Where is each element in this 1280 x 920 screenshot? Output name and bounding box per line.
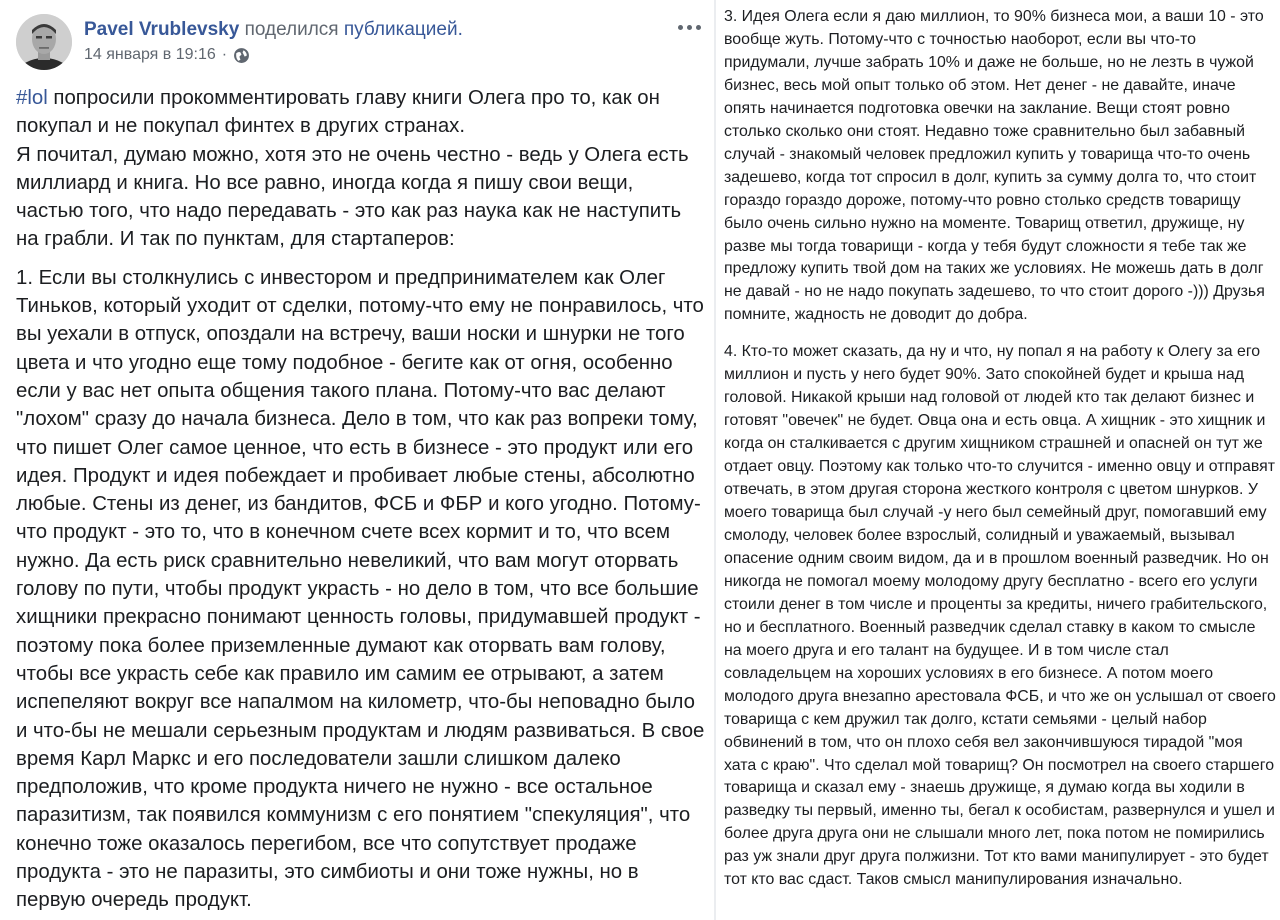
more-options-button[interactable] (672, 14, 706, 40)
post-paragraph-intro (16, 84, 706, 254)
more-dots-icon (678, 25, 683, 30)
avatar[interactable] (16, 14, 72, 70)
author-line (84, 18, 463, 42)
post-paragraph-point3: 3. Идея Олега если я даю миллион, то 90% бизнеса мои, а ваши 10 - это вообще жуть. Потому-что с точностью наоборот, если вы что-то придумали, лучше забрать 10% и даже не больше, но не лезть в чужой бизнес, весь мой опыт только об этом. Нет денег - не давайте, иначе опять начинается подготовка овечки на заклание. Вещи стоят ровно столько сколько они стоят. Недавно тоже сравнительно был забавный случай - знакомый человек предложил купить у товарища что-то очень задешево, когда тот спросил в долг, купить за сумму долга то, что стоит гораздо гораздо дороже, потому-что ровно столько средств товарищу было очень сильно нужно на моменте. Товарищ ответил, дружище, ну разве мы тогда товарищи - когда у тебя будут сложности я тебе так же предложу купить твой дом на таких же условиях. Не можешь дать в долг не давай - но не надо покупать задешево, то что стоит дорого -))) Друзья помните, жадность не доводит до добра. (724, 8, 1265, 324)
shared-text: поделился (244, 19, 339, 40)
shared-publication-link[interactable]: публикацией. (343, 19, 463, 40)
post-paragraph-point4: 4. Кто-то может сказать, да ну и что, ну попал я на работу к Олегу за его миллион и пусть у него будет 90%. Зато спокойней будет и крыша над головой. Никакой крыши над головой от людей кто так делают бизнес и готовят "овечек" не будет. Овца она и есть овца. А хищник - это хищник и когда он сталкивается с другим хищником страшней и опасней он тут же отдает овцу. Поэтому как только что-то случится - именно овцу и отправят отвечать, в этом другая сторона жесткого контроля с цветом шнурков. У моего товарища был случай -у него был семейный друг, помогавший ему смолоду, человек более взрослый, солидный и уважаемый, вызывал опасение одним своим видом, да и в прошлом военный разведчик. Но он никогда не помогал моему молодому другу бесплатно - всего его услуги стоили денег в том числе и проценты за кредиты, ничего грабительского, но и бесплатного. Военный разведчик сделал ставку в каком то смысле на моего друга и его талант на будущее. И в том числе стал совладельцем на хороших условиях в его бизнесе. А потом моего молодого друга внезапно арестовала ФСБ, и что же он услышал от своего товарища с кем дружил так долго, кстати семьями - целый набор обвинений в том, что он плохо себя вел закончившуюся тирадой "моя хата с краю". Что сделал мой товарищ? Он посмотрел на своего старшего товарища и сказал ему - знаешь дружище, я думаю когда вы ходили в разведку ты первый, именно ты, бегал к особистам, развернулся и ушел и более друга друга они не слышали много лет, пока потом не помирились раз уж знали друг друга полжизни. Тот кто вами манипулирует - это будет тот кто вас сдаст. Таков смысл манипулирования изначально. (724, 343, 1276, 889)
post-text (16, 84, 706, 920)
intro-text-2: Я почитал, думаю можно, хотя это не очень честно - ведь у Олега есть миллиард и книга. Но все равно, иногда когда я пишу свои вещи, частью того, что надо передавать - это как раз наука как не наступить на грабли. И так по пунктам, для стартаперов: (16, 143, 689, 251)
post-meta (84, 45, 250, 65)
intro-text: попросили прокомментировать главу книги Олега про то, как он покупал и не покупал финтех в других странах. (16, 87, 660, 138)
globe-icon[interactable] (233, 47, 250, 64)
author-name-link[interactable]: Pavel Vrublevsky (84, 19, 240, 40)
avatar-portrait-icon (16, 14, 72, 70)
continuation-text (724, 6, 1276, 906)
continuation-panel (716, 0, 1280, 920)
post-timestamp-link[interactable]: 14 января в 19:16 (84, 46, 216, 63)
post-header (16, 14, 706, 70)
meta-separator: · (221, 46, 228, 63)
post-paragraph-point1: 1. Если вы столкнулись с инвестором и предпринимателем как Олег Тиньков, который уходит от сделки, потому-что ему не понравилось, что вы уехали в отпуск, опоздали на встречу, ваши носки и шнурки не того цвета и что угодно еще тому подобное - бегите как от огня, особенно если у вас нет опыта общения такого плана. Потому-что вас делают "лохом" сразу до начала бизнеса. Дело в том, что как раз вопреки тому, что пишет Олег самое ценное, что есть в бизнесе - это продукт или его идея. Продукт и идея побеждает и пробивает любые стены, абсолютно любые. Стены из денег, из бандитов, ФСБ и ФБР и кого угодно. Потому-что продукт - это то, что в конечном счете всех кормит и то, что всем нужно. Да есть риск сравнительно невеликий, что вам могут оторвать голову по пути, чтобы продукт украсть - но дело в том, что все большие хищники прекрасно понимают ценность головы, придумавшей продукт - поэтому пока более приземленные думают как оторвать вам голову, чтобы все украсть себе как правило им самим ее отрывают, а затем испепеляют вокруг все напалмом на километр, что-бы неповадно было и что-бы не мешали серьезным продуктам и людям развиваться. В свое время Карл Маркс и его последователи зашли слишком далеко предположив, что кроме продукта ничего не нужно - все остальное паразитизм, так появился коммунизм с его понятием "спекуляция", что конечно тоже оказалось перегибом, все что сопутствует продаже продукта - это не паразиты, это симбиоты и они тоже нужны, но в первую очередь продукт. (16, 266, 705, 912)
hashtag-link[interactable]: #lol (16, 87, 48, 109)
